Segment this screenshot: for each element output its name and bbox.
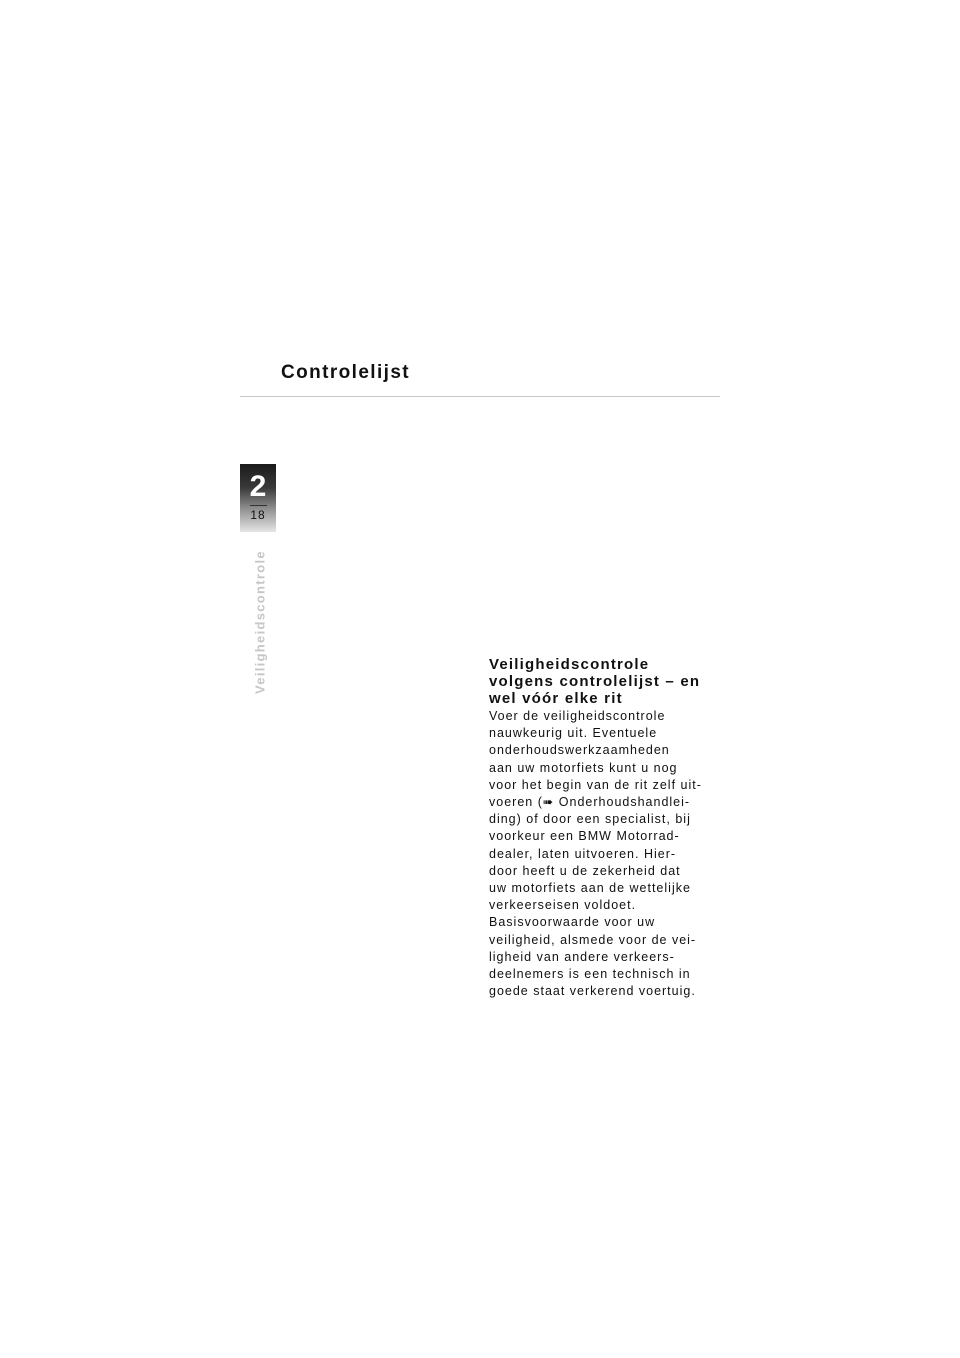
body-line: dealer, laten uitvoeren. Hier- [489,846,677,861]
body-line: onderhoudswerkzaamheden [489,743,670,758]
body-line: uw motorfiets aan de wettelijke [489,881,691,896]
body-line: voor het begin van de rit zelf uit- [489,777,702,792]
body-line: ding) of door een specialist, bij [489,812,691,827]
body-line: veiligheid, alsmede voor de vei- [489,932,697,947]
section-heading-line: volgens controlelijst – en [489,673,701,690]
body-line: voeren (➠ Onderhoudshandlei- [489,795,691,810]
chapter-number: 2 [249,470,267,503]
chapter-side-label-text: Veiligheidscontrole [252,550,268,694]
chapter-tab [240,464,276,532]
page-number: 18 [250,508,266,522]
section-heading [489,656,704,707]
body-line: goede staat verkerend voertuig. [489,984,696,999]
page-title: Controlelijst [281,362,411,383]
chapter-divider [250,505,267,506]
body-line: door heeft u de zekerheid dat [489,863,681,878]
safety-check-section [489,656,704,1000]
section-body [489,708,704,1000]
section-heading-line: wel vóór elke rit [489,690,623,707]
body-line: verkeerseisen voldoet. [489,898,637,913]
body-line: ligheid van andere verkeers- [489,949,675,964]
body-line: voorkeur een BMW Motorrad- [489,829,680,844]
body-line: nauwkeurig uit. Eventuele [489,726,658,741]
body-line: Voer de veiligheidscontrole [489,709,666,723]
body-line: Basisvoorwaarde voor uw [489,915,656,930]
body-line: deelnemers is een technisch in [489,967,691,982]
body-line: aan uw motorfiets kunt u nog [489,760,678,775]
title-divider [240,396,720,397]
section-heading-line: Veiligheidscontrole [489,656,650,673]
